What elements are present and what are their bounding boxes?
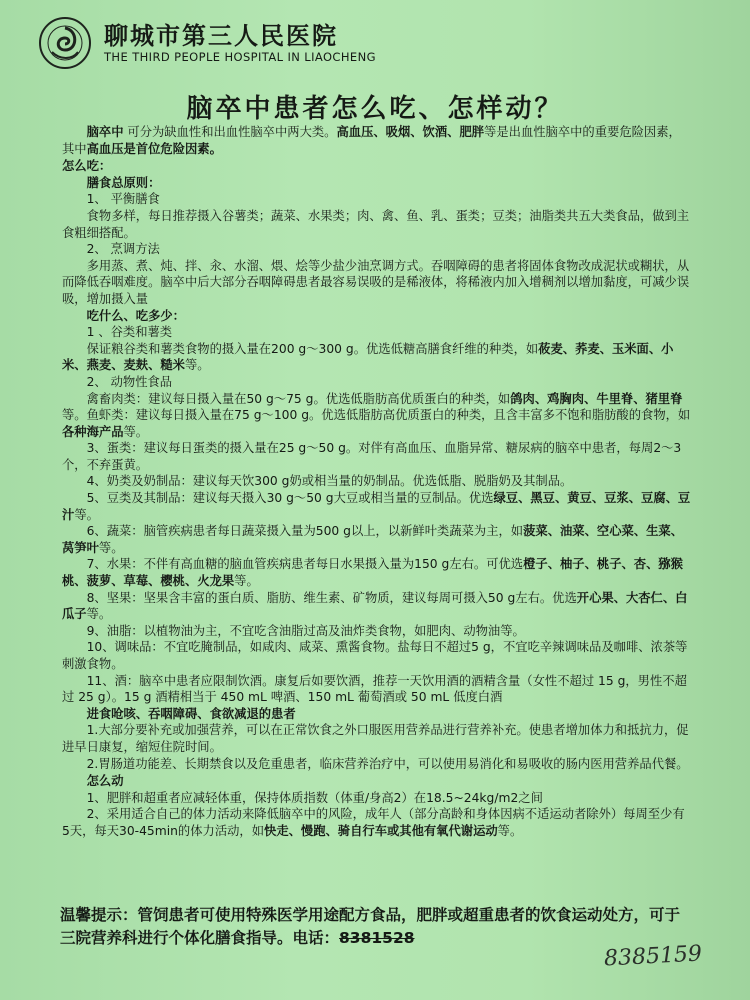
hospital-name-en: THE THIRD PEOPLE HOSPITAL IN LIAOCHENG (104, 50, 376, 64)
feeding-1-text: 1.大部分要补充或加强营养，可以在正常饮食之外口服医用营养品进行营养补充。使患者增加体力和抵抗力，促进早日康复，缩短住院时间。 (62, 723, 689, 754)
principle-1-text: 食物多样，每日推荐摄入谷薯类；蔬菜、水果类；肉、禽、鱼、乳、蛋类；豆类；油脂类共五大类食品，做到主食粗细搭配。 (62, 208, 690, 240)
item-8-text: 8、坚果：坚果含丰富的蛋白质、脂肪、维生素、矿物质，建议每周可摄入50 g左右。优选开心果、大杏仁、白瓜子等。 (62, 590, 688, 622)
item-5-text: 5、豆类及其制品：建议每天摄入30 g～50 g大豆或相当量的豆制品。优选绿豆、黑豆、黄豆、豆浆、豆腐、豆汁等。 (62, 491, 691, 522)
item-2-text: 禽畜肉类：建议每日摄入量在50 g～75 g。优选低脂肪高优质蛋白的种类，如鸽肉、鸡胸肉、牛里脊、猪里脊等。鱼虾类：建议每日摄入量在75 g～100 g。优选低脂肪高优质蛋白的种类，且含丰富多不饱和脂肪酸的食物，如各种海产品等。 (62, 391, 691, 439)
move-heading: 怎么动 (86, 774, 124, 789)
item-3-text: 3、蛋类：建议每日蛋类的摄入量在25 g～50 g。对伴有高血压、血脂异常、糖尿病的脑卒中患者，每周2～3个，不弃蛋黄。 (62, 441, 682, 472)
intro-paragraph: 脑卒中 可分为缺血性和出血性脑卒中两大类。高血压、吸烟、饮酒、肥胖等是出血性脑卒中的重要危险因素，其中高血压是首位危险因素。 (62, 125, 681, 156)
warm-tip (60, 904, 694, 950)
principles-heading: 膳食总原则： (86, 175, 161, 190)
item-1-text: 保证粮谷类和薯类食物的摄入量在200 g～300 g。优选低糖高膳食纤维的种类，如莜麦、荞麦、玉米面、小米、燕麦、麦麸、糙米等。 (62, 341, 674, 373)
item-1-title: 1 、谷类和薯类 (86, 325, 173, 340)
principle-2-text: 多用蒸、煮、炖、拌、汆、水溜、煨、烩等少盐少油烹调方式。吞咽障碍的患者将固体食物改成泥状或糊状，从而降低吞咽难度。脑卒中后大部分吞咽障碍患者最容易误吸的是稀液体，将稀液内加入增稠剂以增加黏度，可减少误吸，增加摄入量 (62, 258, 690, 306)
item-11-text: 11、酒：脑卒中患者应限制饮酒。康复后如要饮酒，推荐一天饮用酒的酒精含量（女性不超过 15 g，男性不超过 25 g）。15 g 酒精相当于 450 mL 啤酒、150 mL 葡萄酒或 50 mL 低度白酒 (62, 673, 687, 705)
document-body (62, 124, 692, 840)
move-2-text: 2、采用适合自己的体力活动来降低脑卒中的风险，成年人（部分高龄和身体因病不适运动者除外）每周至少有5天，每天30-45min的体力活动，如快走、慢跑、骑自行车或其他有氧代谢运动等。 (62, 807, 685, 838)
phone-number-old: 8381528 (339, 929, 415, 947)
principle-2-title: 2、 烹调方法 (86, 242, 160, 257)
handwritten-phone-number: 8385159 (603, 941, 703, 972)
what-heading: 吃什么、吃多少： (86, 308, 185, 323)
hospital-logo-icon (38, 16, 92, 70)
item-10-text: 10、调味品：不宜吃腌制品，如咸肉、咸菜、熏酱食物。盐每日不超过5 g，不宜吃辛辣调味品及咖啡、浓茶等刺激食物。 (62, 640, 688, 671)
item-2-title: 2、 动物性食品 (86, 374, 173, 389)
feeding-heading: 进食呛咳、吞咽障碍、食欲减退的患者 (86, 706, 296, 721)
item-4-text: 4、奶类及奶制品：建议每天饮300 g奶或相当量的奶制品。优选低脂、脱脂奶及其制品。 (86, 474, 573, 489)
tip-text: 管饲患者可使用特殊医学用途配方食品，肥胖或超重患者的饮食运动处方，可于三院营养科进行个体化膳食指导。电话： (60, 906, 681, 947)
tip-label: 温馨提示： (60, 906, 138, 924)
page-title: 脑卒中患者怎么吃、怎样动？ (186, 94, 564, 124)
feeding-2-text: 2.胃肠道功能差、长期禁食以及危重患者，临床营养治疗中，可以使用易消化和易吸收的肠内医用营养品代餐。 (86, 756, 689, 771)
move-1-text: 1、肥胖和超重者应减轻体重，保持体质指数（体重/身高2）在18.5~24kg/m2之间 (86, 790, 543, 805)
item-7-text: 7、水果：不伴有高血糖的脑血管疾病患者每日水果摄入量为150 g左右。可优选橙子、柚子、桃子、杏、猕猴桃、菠萝、草莓、樱桃、火龙果等。 (62, 557, 683, 589)
item-9-text: 9、油脂：以植物油为主，不宜吃含油脂过高及油炸类食物，如肥肉、动物油等。 (86, 623, 525, 638)
hospital-header (38, 14, 538, 74)
eat-heading: 怎么吃： (62, 159, 112, 174)
principle-1-title: 1、 平衡膳食 (86, 192, 160, 207)
item-6-text: 6、蔬菜：脑管疾病患者每日蔬菜摄入量为500 g以上，以新鲜叶类蔬菜为主，如菠菜、油菜、空心菜、生菜、莴笋叶等。 (62, 524, 683, 555)
hospital-name-cn: 聊城市第三人民医院 (104, 22, 338, 50)
